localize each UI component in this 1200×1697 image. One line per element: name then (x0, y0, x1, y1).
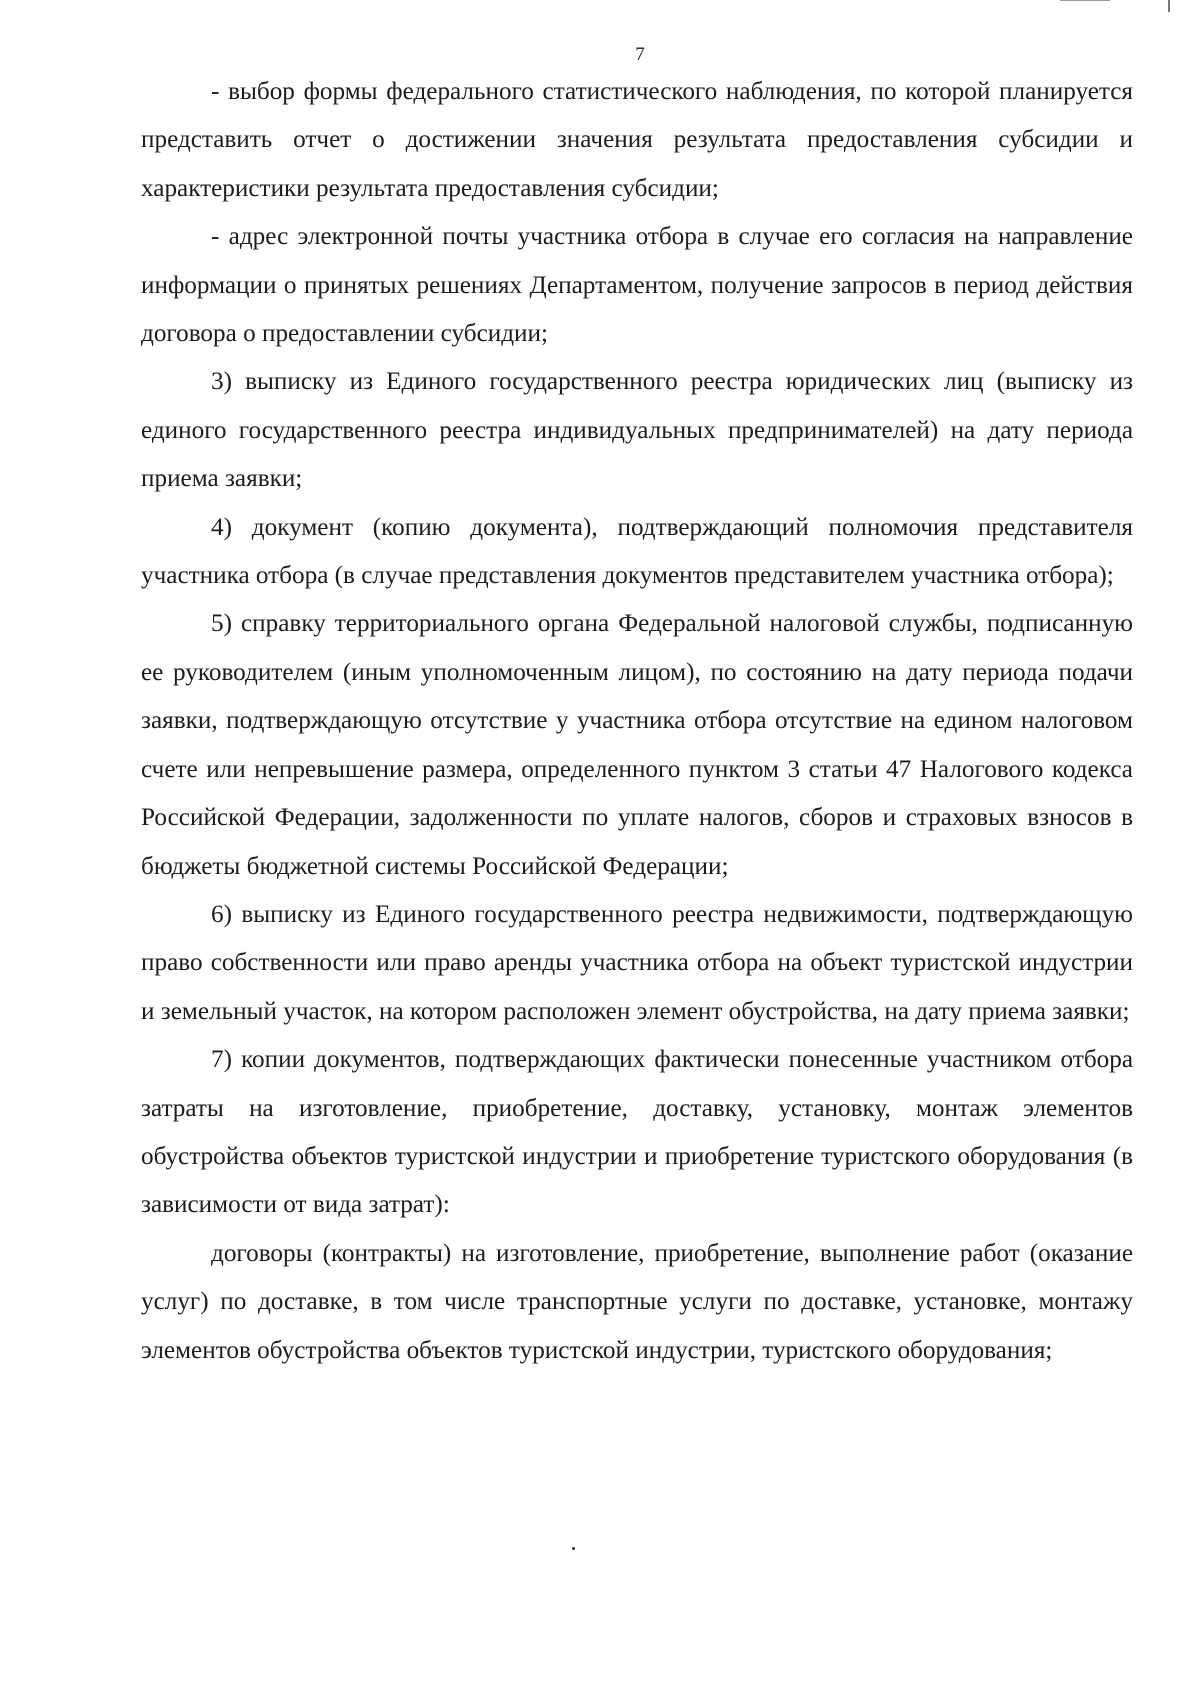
paragraph-item-7-expense-documents: 7) копии документов, подтверждающих фактически понесенные участником отбора затраты на изготовление, приобретение, доставку, установку, монтаж элементов обустройства объектов туристской индустрии и приобретение туристского оборудования (в зависимости от вида затрат): (141, 1046, 1133, 1219)
paragraph-contracts: договоры (контракты) на изготовление, приобретение, выполнение работ (оказание услуг) по доставке, в том числе транспортные услуги по доставке, установке, монтажу элементов обустройства объектов туристской индустрии, туристского оборудования; (141, 1239, 1133, 1364)
scan-edge-mark (1168, 0, 1170, 12)
paragraph-item-3-legal-entities-extract: 3) выписку из Единого государственного реестра юридических лиц (выписку из единого государственного реестра индивидуальных предпринимателей) на дату периода приема заявки; (141, 368, 1133, 493)
page-number: 7 (635, 44, 645, 65)
scan-speck (572, 1547, 575, 1550)
scan-edge-mark (1060, 0, 1110, 1)
paragraph-item-5-tax-certificate: 5) справку территориального органа Федеральной налоговой службы, подписанную ее руководителем (иным уполномоченным лицом), по состоянию на дату периода подачи заявки, подтверждающую отсутствие у участника отбора отсутствие на едином налоговом счете или непревышение размера, определенного пунктом 3 статьи 47 Налогового кодекса Российской Федерации, задолженности по уплате налогов, сборов и страховых взносов в бюджеты бюджетной системы Российской Федерации; (141, 610, 1133, 880)
document-body (141, 68, 1133, 1375)
paragraph-statistical-form: - выбор формы федерального статистического наблюдения, по которой планируется представить отчет о достижении значения результата предоставления субсидии и характеристики результата предоставления субсидии; (141, 78, 1133, 202)
paragraph-email-address: - адрес электронной почты участника отбора в случае его согласия на направление информации о принятых решениях Департаментом, получение запросов в период действия договора о предоставлении субсидии; (141, 223, 1133, 348)
paragraph-item-4-authority-document: 4) документ (копию документа), подтверждающий полномочия представителя участника отбора (в случае представления документов представителем участника отбора); (141, 513, 1133, 590)
paragraph-item-6-real-estate-extract: 6) выписку из Единого государственного реестра недвижимости, подтверждающую право собственности или право аренды участника отбора на объект туристской индустрии и земельный участок, на котором расположен элемент обустройства, на дату приема заявки; (141, 900, 1133, 1025)
